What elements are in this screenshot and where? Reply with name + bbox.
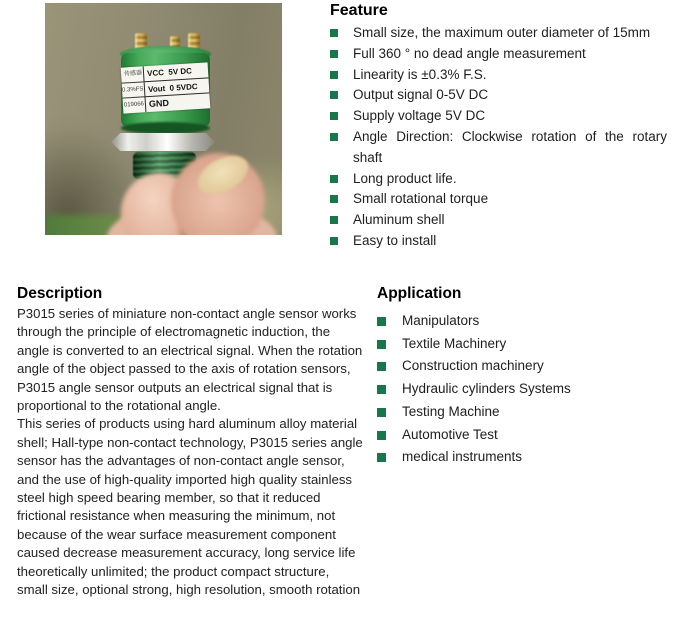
application-item [377,378,669,401]
application-item [377,401,669,424]
feature-item [330,65,667,86]
application-item [377,446,669,469]
bullet-square-icon [377,362,386,371]
feature-item [330,127,667,169]
feature-item [330,44,667,65]
application-title: Application [377,285,462,302]
feature-item [330,210,667,231]
bullet-square-icon [330,29,338,37]
application-item [377,333,669,356]
application-item-text: Testing Machine [402,403,500,419]
feature-item [330,231,667,252]
bullet-square-icon [330,50,338,58]
feature-item-text: Long product life. [353,170,457,186]
sensor-label-side-line: 019066 [123,101,145,109]
description-paragraph: P3015 series of miniature non-contact angle sensor works through the principle of electromagnetic induction, the angle is converted to an electrical signal. When the rotation angle of the object passed to the axis of rotation sensors, P3015 angle sensor outputs an electrical signal that is proportional to the rotational angle. [17,306,363,414]
description-paragraph: This series of products using hard aluminum alloy material shell; Hall-type non-contact technology, P3015 series angle sensor has the advantages of non-contact angle sensor, and the use of high-quality imported high quality stainless steel high speed bearing member, so that it reduced frictional resistance when measuring the minimum, not because of the wear surface measurement component caused decrease measurement accuracy, long service life theoretically unlimited; the product compact structure, small size, optional strong, high resolution, smooth rotation [17,416,363,598]
sensor-label-side-line: 传感器 [121,66,144,83]
bullet-square-icon [377,317,386,326]
feature-item-text: Easy to install [353,232,437,248]
bullet-square-icon [330,175,338,183]
bullet-square-icon [330,237,338,245]
feature-item-text: Full 360 ° no dead angle measurement [353,45,586,61]
sensor-label-row-gnd: GND [148,98,170,110]
feature-item-text: Aluminum shell [353,212,445,228]
feature-list [330,23,667,252]
sensor-label-side-line: 0.3%FS [122,82,145,99]
application-item-text: Construction machinery [402,358,544,374]
application-section [377,285,669,469]
bullet-square-icon [377,431,386,440]
sensor-label [121,62,211,113]
feature-item-text: Output signal 0-5V DC [353,87,489,103]
sensor-hex-nut [111,132,215,152]
bullet-square-icon [330,195,338,203]
bullet-square-icon [377,408,386,417]
description-title: Description [17,285,103,302]
feature-item-text: Small size, the maximum outer diameter of 15mm [353,25,651,40]
sensor-label-side-column [121,66,147,113]
feature-item-text: Small rotational torque [353,191,489,207]
application-item [377,424,669,447]
feature-item [330,85,667,106]
bullet-square-icon [330,216,338,224]
application-item-text: Manipulators [402,313,480,328]
sensor-label-row-vout: Vout 0 5VDC [145,78,210,98]
bullet-square-icon [377,385,386,394]
bullet-square-icon [330,112,338,120]
bullet-square-icon [377,340,386,349]
bullet-square-icon [377,453,386,462]
bullet-square-icon [330,91,338,99]
feature-item-text: Angle Direction: Clockwise rotation of the rotary shaft [353,128,667,165]
application-item [377,310,669,333]
description-section [17,285,363,600]
feature-title: Feature [330,2,388,19]
product-photo [45,3,282,235]
feature-item [330,189,667,210]
sensor-label-row-vcc: VCC 5V DC [144,62,209,82]
application-list [377,310,669,469]
feature-item-text: Linearity is ±0.3% F.S. [353,66,487,82]
sensor-label-pinout-column [144,62,211,112]
application-item-text: Automotive Test [402,426,498,442]
application-item-text: medical instruments [402,449,523,465]
feature-section [330,2,667,252]
feature-item [330,169,667,190]
bullet-square-icon [330,133,338,141]
feature-item [330,23,667,44]
application-item [377,355,669,378]
feature-item [330,106,667,127]
feature-item-text: Supply voltage 5V DC [353,108,486,124]
bullet-square-icon [330,71,338,79]
application-item-text: Hydraulic cylinders Systems [402,381,571,397]
sensor-body-ring [121,122,210,134]
application-item-text: Textile Machinery [402,335,507,351]
